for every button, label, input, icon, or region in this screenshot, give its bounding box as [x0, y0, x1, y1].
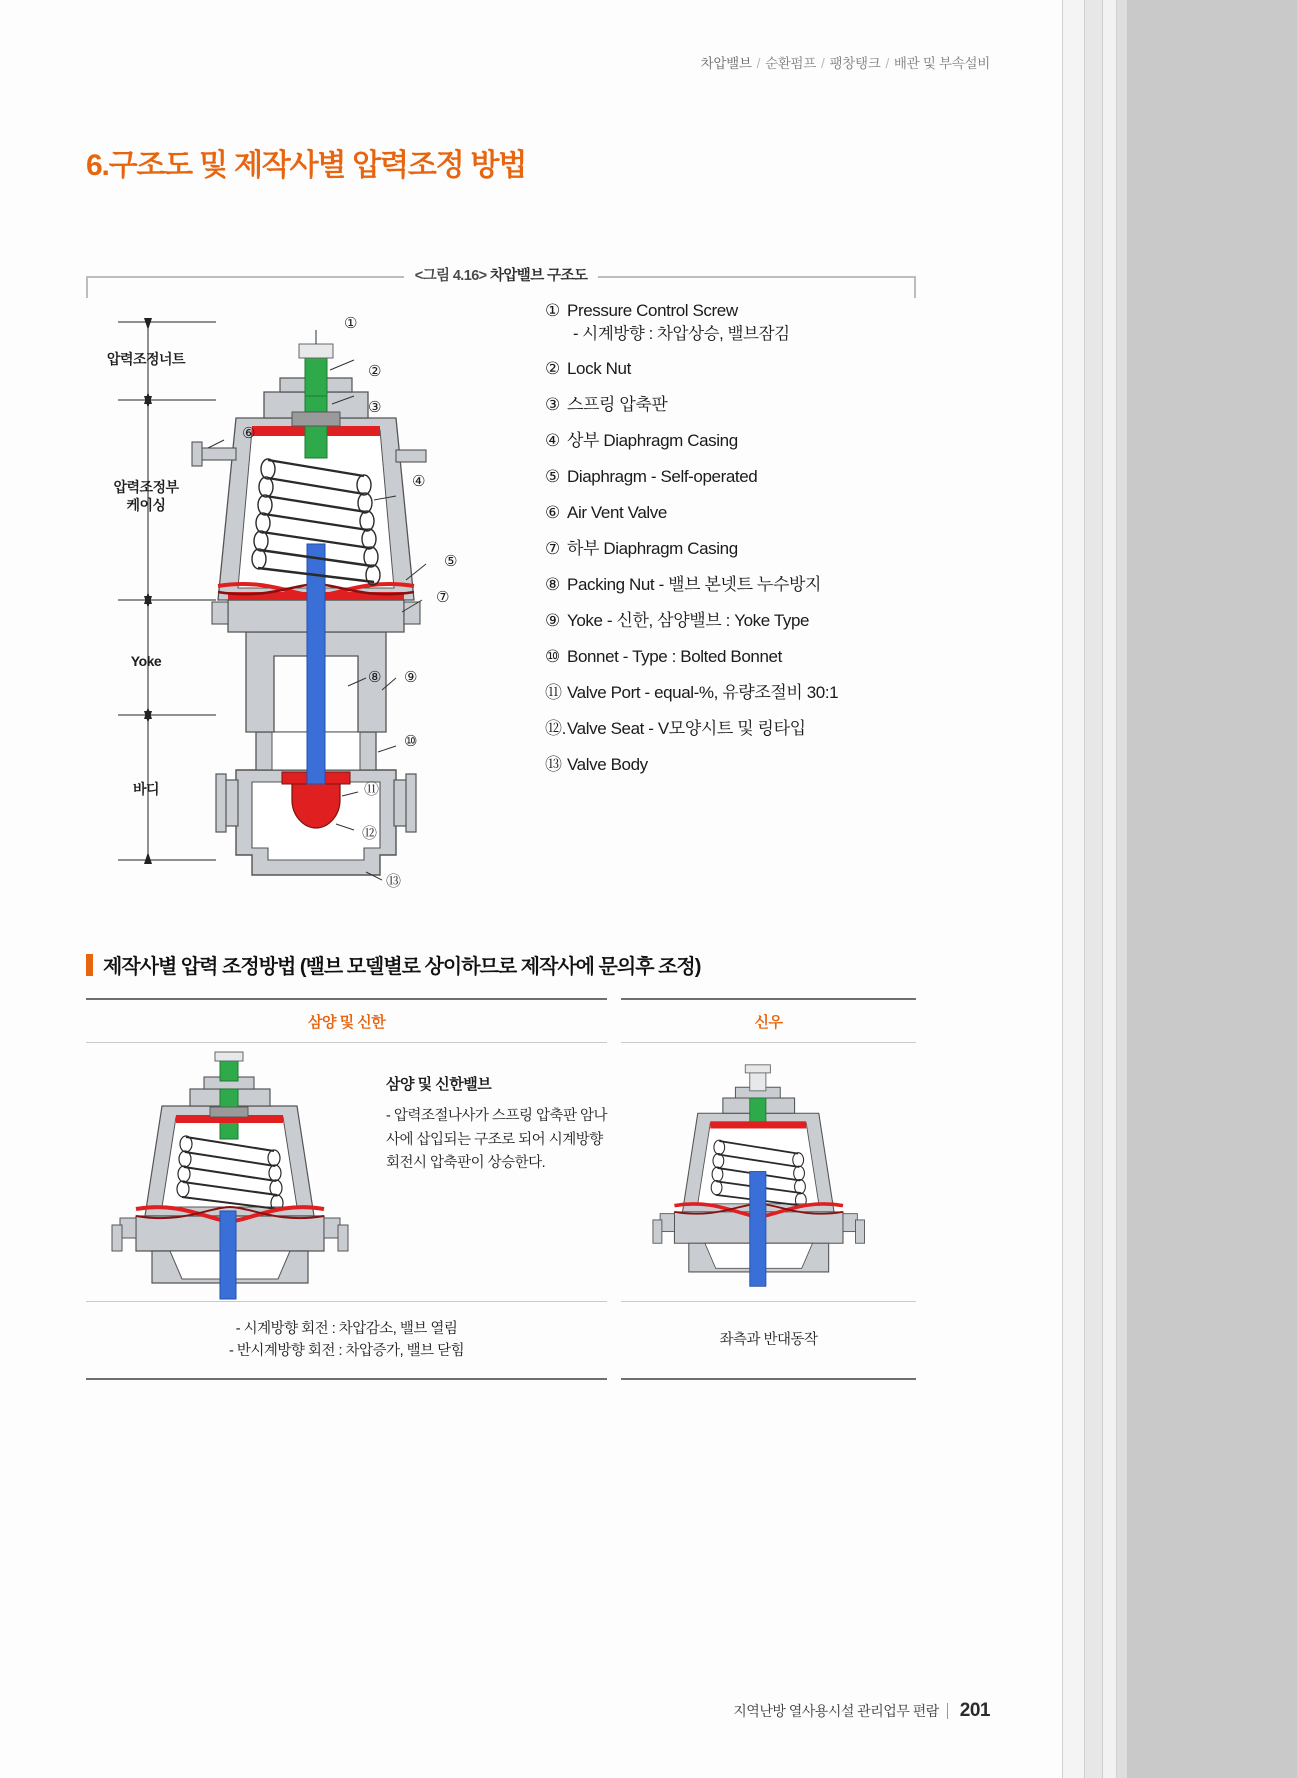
callout-11: ⑪: [364, 781, 380, 798]
table-header-right: 신우: [621, 998, 916, 1043]
page-title: 6.구조도 및 제작사별 압력조정 방법: [86, 149, 527, 182]
legend-number: ⑪: [545, 682, 562, 702]
note-title: 삼양 및 신한밸브: [386, 1076, 492, 1093]
table-header-row: [86, 998, 916, 1043]
table-cell-left-diagram: [86, 1043, 607, 1302]
bracket-cap-right: [914, 276, 916, 298]
breadcrumb-separator: /: [885, 56, 889, 71]
callout-9: ⑨: [404, 669, 418, 686]
callout-8: ⑧: [368, 669, 382, 686]
breadcrumb-item-3: 배관 및 부속설비: [893, 56, 990, 71]
legend-item: [545, 538, 1015, 561]
legend-number: ③: [545, 395, 560, 415]
page-edge-4: [1116, 0, 1127, 1778]
right-caption: 좌측과 반대동작: [719, 1331, 818, 1348]
legend-item: [545, 610, 1015, 633]
footer-divider: [947, 1703, 948, 1719]
breadcrumb-item-2: 팽창탱크: [829, 56, 881, 71]
callout-2: ②: [368, 363, 382, 380]
callout-4: ④: [412, 473, 426, 490]
breadcrumb-separator: /: [756, 56, 761, 71]
legend-number: ①: [545, 301, 560, 320]
legend-text: Pressure Control Screw: [567, 301, 738, 320]
table-header-left: 삼양 및 신한: [86, 998, 607, 1043]
legend-text: 상부 Diaphragm Casing: [567, 431, 738, 451]
table-cell-right-diagram: [621, 1043, 916, 1302]
table-body-row: [86, 1043, 916, 1302]
legend-item: [545, 682, 1015, 705]
page-footer: [733, 1700, 990, 1722]
page-edge-3: [1102, 0, 1117, 1778]
bracket-line-left: [86, 276, 404, 278]
legend-number: ⑤: [545, 467, 560, 487]
legend-number: ⑧: [545, 574, 560, 594]
legend-text: Valve Port - equal-%, 유량조절비 30:1: [567, 682, 839, 702]
callout-1: ①: [344, 315, 358, 332]
callout-12: ⑫: [362, 825, 378, 842]
callout-7: ⑦: [436, 589, 450, 606]
breadcrumb-separator: /: [821, 56, 825, 71]
table-cell-left-caption: [86, 1302, 607, 1380]
dimension-label-3: 바디: [132, 781, 160, 797]
legend-text: Yoke - 신한, 삼양밸브 : Yoke Type: [567, 610, 810, 630]
legend-text: Lock Nut: [567, 359, 631, 379]
breadcrumb-item-1: 순환펌프: [765, 56, 817, 71]
figure-caption-label: <그림 4.16>: [414, 268, 487, 284]
legend-text: Packing Nut - 밸브 본넷트 누수방지: [567, 574, 822, 594]
page-edge-1: [1062, 0, 1085, 1778]
section-accent-bar: [86, 954, 93, 976]
legend-number: ⑬: [545, 754, 562, 774]
legend-text: Valve Seat - V모양시트 및 링타입: [567, 718, 806, 738]
table-gap: [607, 1302, 621, 1380]
table-gap: [607, 998, 621, 1043]
legend-subtext: - 시계방향 : 차압상승, 밸브잠김: [573, 324, 790, 343]
callout-5: ⑤: [444, 553, 458, 570]
legend-number: ④: [545, 431, 560, 451]
legend-text: 스프링 압축판: [567, 395, 668, 415]
section-title-text: 제작사별 압력 조정방법 (밸브 모델별로 상이하므로 제작사에 문의후 조정): [103, 956, 701, 978]
legend-list: [545, 300, 1015, 789]
legend-number: ⑨: [545, 610, 560, 630]
bracket-line-right: [598, 276, 916, 278]
legend-text: Diaphragm - Self-operated: [567, 467, 758, 487]
callout-13: ⑬: [386, 873, 402, 890]
left-caption-line-1: - 시계방향 회전 : 차압감소, 밸브 열림: [235, 1320, 458, 1337]
legend-item: [545, 754, 1015, 777]
figure-caption-bracket: [86, 258, 916, 296]
manufacturer-note: [386, 1073, 611, 1176]
bracket-cap-left: [86, 276, 88, 298]
table-footer-row: [86, 1302, 916, 1380]
dimension-label-2: Yoke: [130, 653, 162, 669]
note-body: - 압력조절나사가 스프링 압축판 암나사에 삽입되는 구조로 되어 시계방향 회전시 압축판이 상승한다.: [386, 1108, 608, 1172]
legend-item: [545, 430, 1015, 453]
section-title: [86, 950, 700, 979]
breadcrumb-item-0: 차압밸브: [700, 56, 752, 71]
legend-item: [545, 574, 1015, 597]
legend-item: [545, 358, 1015, 381]
figure-caption-title: 차압밸브 구조도: [489, 268, 588, 284]
footer-text: 지역난방 열사용시설 관리업무 편람: [733, 1703, 939, 1719]
legend-item: [545, 646, 1015, 669]
manufacturer-comparison-table: [86, 998, 916, 1380]
callout-6: ⑥: [242, 425, 256, 442]
legend-text: 하부 Diaphragm Casing: [567, 538, 738, 558]
page-edge-2: [1084, 0, 1103, 1778]
legend-text: Bonnet - Type : Bolted Bonnet: [567, 646, 782, 666]
valve-cross-section-diagram: [96, 300, 536, 920]
legend-item: [545, 394, 1015, 417]
callout-10: ⑩: [404, 733, 418, 750]
legend-item: [545, 300, 1015, 345]
page-number: 201: [959, 1700, 990, 1721]
legend-text: Air Vent Valve: [567, 502, 667, 522]
samyang-valve-diagram: [92, 1051, 382, 1301]
callout-3: ③: [368, 399, 382, 416]
dimension-label-0: 압력조정너트: [106, 351, 186, 367]
legend-number: ⑥: [545, 502, 560, 522]
legend-text: Valve Body: [567, 754, 648, 774]
legend-item: [545, 718, 1015, 741]
legend-number: ⑩: [545, 646, 560, 666]
legend-number: ②: [545, 359, 560, 379]
breadcrumb: [701, 52, 990, 72]
table-cell-right-caption: [621, 1302, 916, 1380]
legend-number: ⑫.: [545, 718, 566, 738]
legend-number: ⑦: [545, 538, 560, 558]
legend-item: [545, 466, 1015, 489]
legend-item: [545, 502, 1015, 525]
left-caption-line-2: - 반시계방향 회전 : 차압증가, 밸브 닫힘: [229, 1343, 465, 1359]
shinwoo-valve-diagram: [635, 1051, 895, 1301]
figure-caption: [404, 264, 598, 285]
dimension-labels: [96, 300, 236, 900]
dimension-label-1: 압력조정부 케이싱: [113, 479, 179, 514]
